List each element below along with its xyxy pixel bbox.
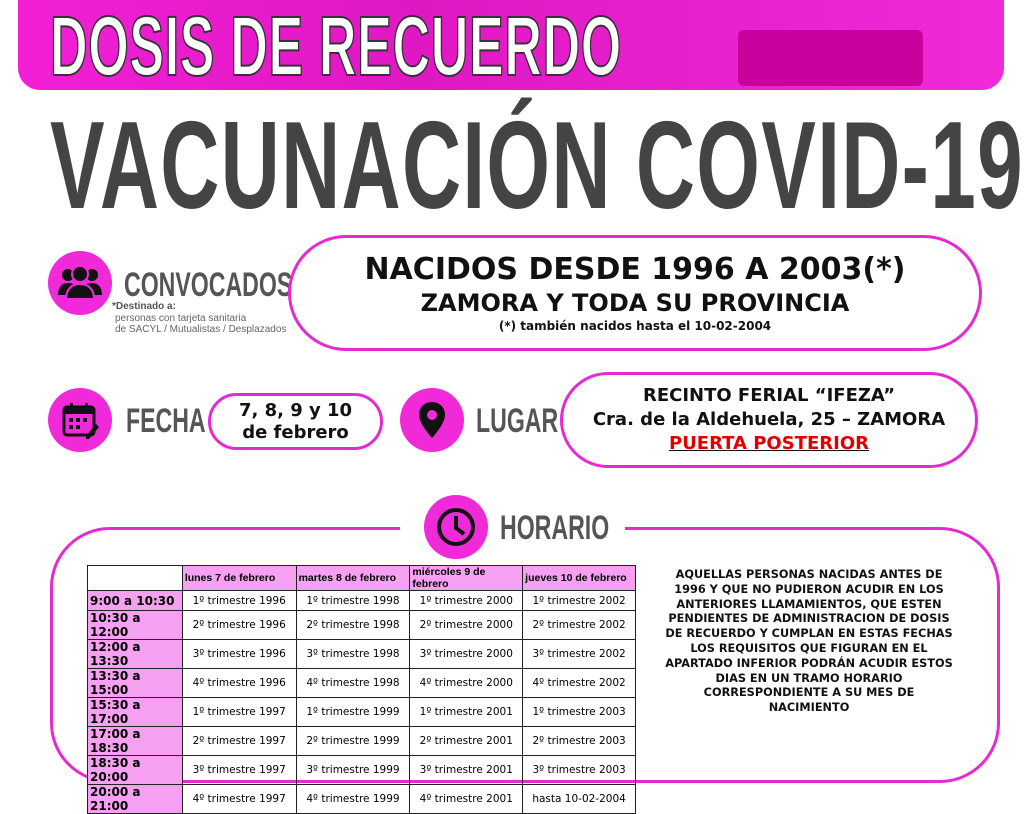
table-cell: 4º trimestre 1999	[296, 785, 410, 814]
table-row	[88, 727, 636, 756]
calendar-icon	[48, 388, 112, 452]
table-cell: 1º trimestre 2001	[410, 698, 523, 727]
table-cell: 3º trimestre 2000	[410, 640, 523, 669]
table-cell: 1º trimestre 1996	[182, 591, 296, 611]
time-slot: 9:00 a 10:30	[88, 591, 183, 611]
time-slot: 13:30 a 15:00	[88, 669, 183, 698]
table-cell: 1º trimestre 1999	[296, 698, 410, 727]
table-cell: 2º trimestre 1999	[296, 727, 410, 756]
people-icon	[48, 251, 112, 315]
table-cell: 2º trimestre 2000	[410, 611, 523, 640]
table-cell: 4º trimestre 2000	[410, 669, 523, 698]
table-cell: 2º trimestre 1997	[182, 727, 296, 756]
table-cell: 4º trimestre 2002	[523, 669, 636, 698]
table-cell: 2º trimestre 1996	[182, 611, 296, 640]
table-cell: 3º trimestre 1999	[296, 756, 410, 785]
table-cell: 4º trimestre 2001	[410, 785, 523, 814]
venue-name: RECINTO FERIAL “IFEZA”	[642, 385, 896, 406]
table-cell: 3º trimestre 1996	[182, 640, 296, 669]
table-cell: 4º trimestre 1997	[182, 785, 296, 814]
table-cell: 2º trimestre 2002	[523, 611, 636, 640]
table-cell: 1º trimestre 2003	[523, 698, 636, 727]
dest-line1: personas con tarjeta sanitaria	[115, 313, 247, 324]
column-header: miércoles 9 de febrero	[410, 566, 523, 591]
province: ZAMORA Y TODA SU PROVINCIA	[420, 289, 850, 317]
table-cell: 1º trimestre 2000	[410, 591, 523, 611]
table-cell: 3º trimestre 2003	[523, 756, 636, 785]
horario-label: HORARIO	[500, 509, 610, 547]
table-cell: 1º trimestre 2002	[523, 591, 636, 611]
convocados-box	[288, 235, 982, 351]
table-cell: 1º trimestre 1997	[182, 698, 296, 727]
dest-title: *Destinado a:	[112, 301, 176, 312]
table-row	[88, 756, 636, 785]
time-slot: 15:30 a 17:00	[88, 698, 183, 727]
time-slot: 18:30 a 20:00	[88, 756, 183, 785]
time-slot: 20:00 a 21:00	[88, 785, 183, 814]
table-row	[88, 611, 636, 640]
table-cell: 4º trimestre 1998	[296, 669, 410, 698]
table-cell: 1º trimestre 1998	[296, 591, 410, 611]
time-slot: 12:00 a 13:30	[88, 640, 183, 669]
table-cell: 3º trimestre 2002	[523, 640, 636, 669]
venue-door: PUERTA POSTERIOR	[669, 433, 869, 454]
note-text: AQUELLAS PERSONAS NACIDAS ANTES DE 1996 Y QUE NO PUDIERON ACUDIR EN LOS ANTERIORES LLAMAMIENTOS, QUE ESTEN PENDIENTES DE ADMINISTRACION DE DOSIS DE RECUERDO Y CUMPLAN EN ESTAS FECHAS LOS REQUISITOS QUE FIGURAN EN EL APARTADO INFERIOR PODRÁN ACUDIR ESTOS DIAS EN UN TRAMO HORARIO CORRESPONDIENTE A SU MES DE NACIMIENTO	[665, 568, 953, 715]
column-header: jueves 10 de febrero	[523, 566, 636, 591]
table-cell: 4º trimestre 1996	[182, 669, 296, 698]
table-cell: hasta 10-02-2004	[523, 785, 636, 814]
table-cell: 3º trimestre 2001	[410, 756, 523, 785]
time-slot: 17:00 a 18:30	[88, 727, 183, 756]
convocados-label: CONVOCADOS	[124, 266, 293, 304]
fecha-box	[208, 393, 383, 450]
table-row	[88, 785, 636, 814]
schedule-table	[87, 565, 636, 814]
fecha-month: de febrero	[242, 421, 349, 443]
banner-title: DOSIS DE RECUERDO	[50, 0, 622, 93]
table-row	[88, 698, 636, 727]
table-cell: 3º trimestre 1997	[182, 756, 296, 785]
table-row	[88, 591, 636, 611]
column-header	[88, 566, 183, 591]
column-header: martes 8 de febrero	[296, 566, 410, 591]
fecha-days: 7, 8, 9 y 10	[238, 399, 353, 421]
clock-icon	[424, 495, 488, 559]
location-pin-icon	[400, 388, 464, 452]
lugar-box	[560, 372, 978, 468]
column-header: lunes 7 de febrero	[182, 566, 296, 591]
venue-address: Cra. de la Aldehuela, 25 – ZAMORA	[592, 409, 946, 430]
table-cell: 2º trimestre 1998	[296, 611, 410, 640]
birth-range: NACIDOS DESDE 1996 A 2003(*)	[364, 252, 906, 287]
fecha-label: FECHA	[126, 402, 206, 440]
redacted-box	[738, 30, 923, 86]
table-cell: 2º trimestre 2003	[523, 727, 636, 756]
table-header-row	[88, 566, 636, 591]
time-slot: 10:30 a 12:00	[88, 611, 183, 640]
table-cell: 3º trimestre 1998	[296, 640, 410, 669]
table-row	[88, 640, 636, 669]
table-row	[88, 669, 636, 698]
dest-line2: de SACYL / Mutualistas / Desplazados	[115, 324, 287, 335]
table-cell: 2º trimestre 2001	[410, 727, 523, 756]
footnote: (*) también nacidos hasta el 10-02-2004	[498, 319, 772, 333]
lugar-label: LUGAR	[476, 402, 559, 440]
main-title: VACUNACIÓN COVID-19	[50, 97, 1024, 235]
